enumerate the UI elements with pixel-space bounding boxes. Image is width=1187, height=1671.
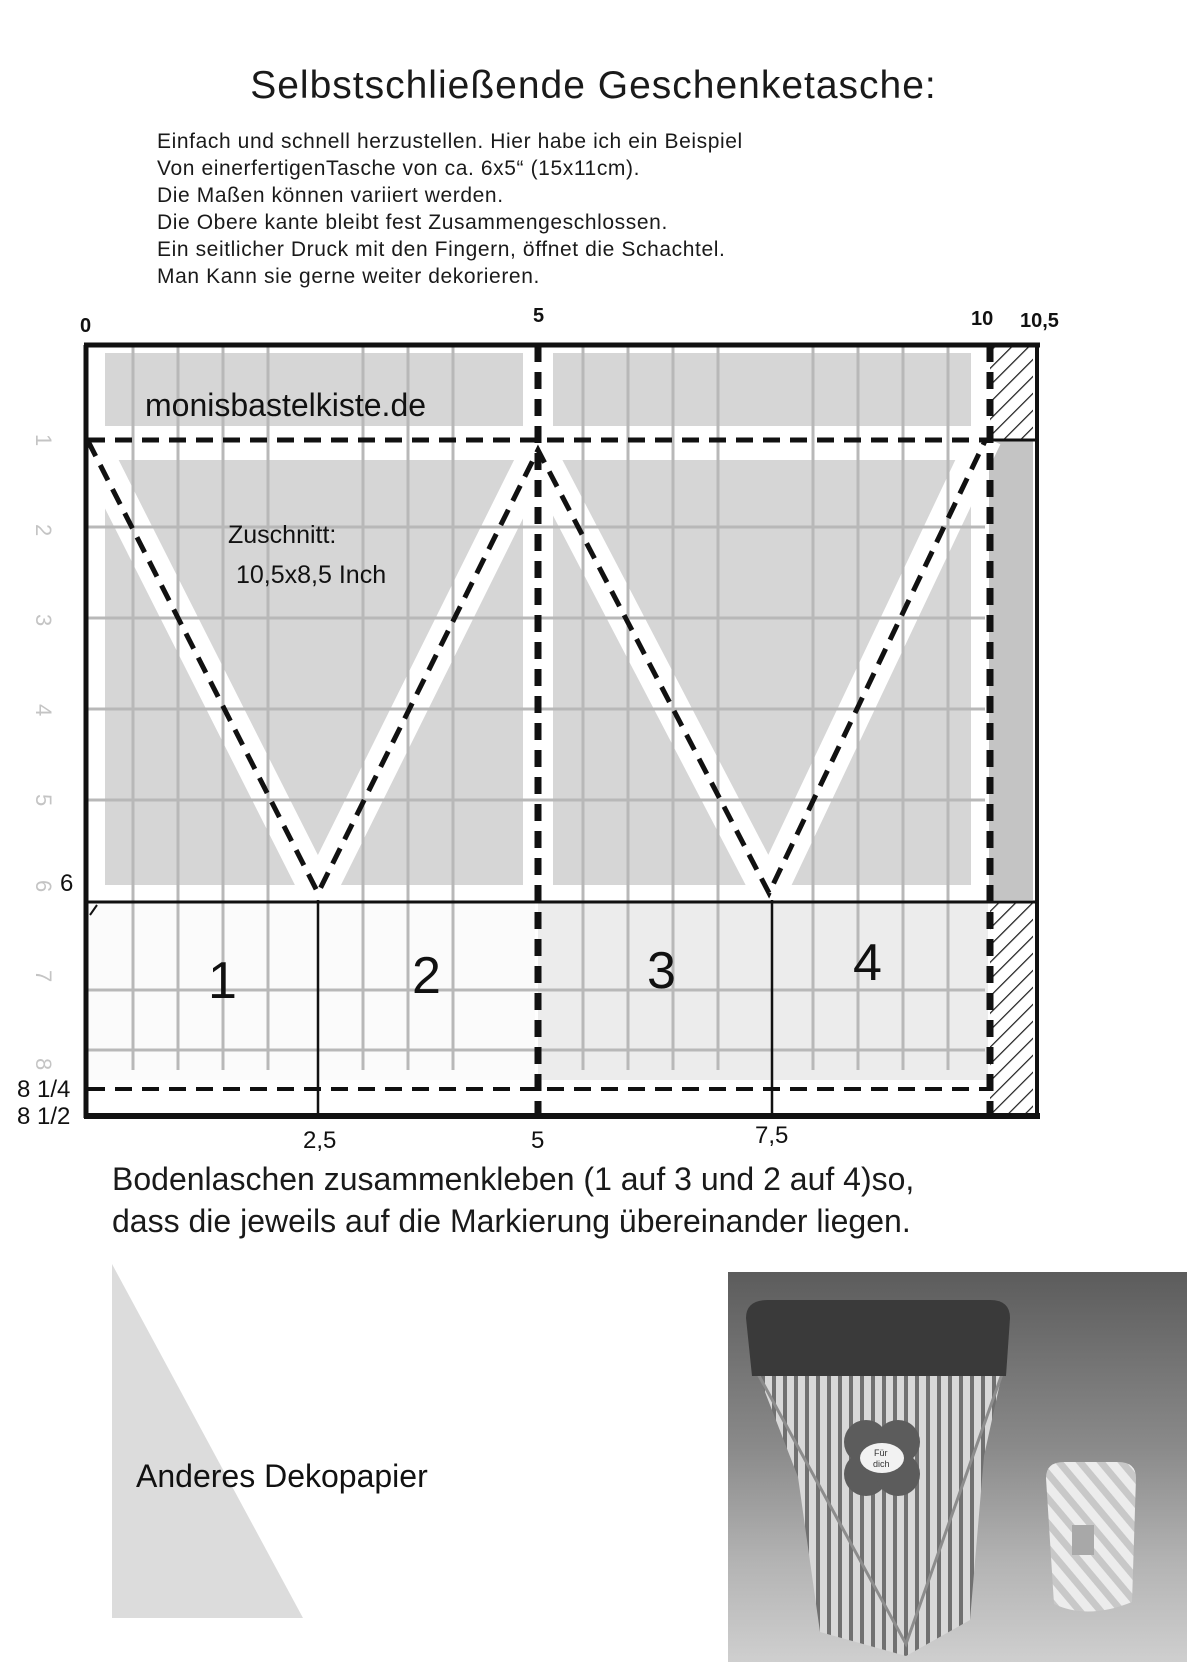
- left-mark-8-1-4: 8 1/4: [17, 1076, 71, 1103]
- hatched-tab-top: [990, 345, 1033, 440]
- intro-line: Ein seitlicher Druck mit den Fingern, öffnet die Schachtel.: [157, 238, 726, 261]
- flap-number-1: 1: [208, 952, 237, 1010]
- panel-right: [553, 460, 971, 885]
- tag-text-1: Für: [874, 1448, 888, 1458]
- side-ruler-6: 6: [31, 880, 56, 893]
- large-bag-top-flap: [746, 1300, 1010, 1376]
- instruction-line: Bodenlaschen zusammenkleben (1 auf 3 und 2 auf 4)so,: [112, 1161, 915, 1197]
- side-ruler-2: 2: [31, 524, 56, 537]
- side-ruler-7: 7: [31, 970, 56, 983]
- side-ruler: [31, 434, 56, 1070]
- top-ruler-0: 0: [80, 315, 92, 337]
- top-band-right: [553, 353, 971, 426]
- side-ruler-8: 8: [31, 1058, 56, 1071]
- side-ruler-1: 1: [31, 434, 56, 447]
- alt-paper-sample: [0, 1250, 428, 1630]
- intro-line: Die Obere kante bleibt fest Zusammengeschlossen.: [157, 211, 668, 234]
- tag-text-2: dich: [873, 1459, 890, 1469]
- flap-number-2: 2: [412, 947, 441, 1005]
- small-bag-label: [1072, 1525, 1094, 1555]
- instruction-line: dass die jeweils auf die Markierung übereinander liegen.: [112, 1203, 911, 1239]
- side-ruler-4: 4: [31, 704, 56, 717]
- intro-line: Einfach und schnell herzustellen. Hier habe ich ein Beispiel: [157, 130, 743, 153]
- example-photo: [728, 1272, 1187, 1662]
- bottom-ruler-5: 5: [531, 1127, 545, 1154]
- side-ruler-3: 3: [31, 614, 56, 627]
- left-mark-6: 6: [60, 870, 74, 897]
- intro-line: Von einerfertigenTasche von ca. 6x5“ (15x11cm).: [157, 157, 641, 180]
- top-ruler-10-5: 10,5: [1020, 310, 1059, 332]
- left-mark-8-1-2: 8 1/2: [17, 1103, 71, 1130]
- top-ruler-5: 5: [533, 305, 545, 327]
- intro-line: Die Maßen können variiert werden.: [157, 184, 504, 207]
- bottom-ruler-7-5: 7,5: [755, 1122, 789, 1149]
- cut-label: Zuschnitt:: [228, 521, 337, 549]
- intro-line: Man Kann sie gerne weiter dekorieren.: [157, 265, 540, 288]
- cut-size: 10,5x8,5 Inch: [236, 561, 387, 589]
- glue-strip: [989, 440, 1033, 900]
- bottom-ruler-2-5: 2,5: [303, 1127, 337, 1154]
- page-title: Selbstschließende Geschenketasche:: [250, 64, 937, 107]
- alt-paper-triangle: [112, 1264, 303, 1618]
- instructions: [112, 1158, 914, 1242]
- side-ruler-5: 5: [31, 794, 56, 807]
- flap-number-3: 3: [647, 942, 676, 1000]
- watermark-text: monisbastelkiste.de: [145, 387, 427, 423]
- flap-number-4: 4: [853, 934, 882, 992]
- top-ruler-10: 10: [971, 308, 994, 330]
- flower-icon: [844, 1420, 920, 1496]
- alt-paper-label: Anderes Dekopapier: [136, 1458, 428, 1494]
- hatched-tab-bottom: [990, 902, 1033, 1115]
